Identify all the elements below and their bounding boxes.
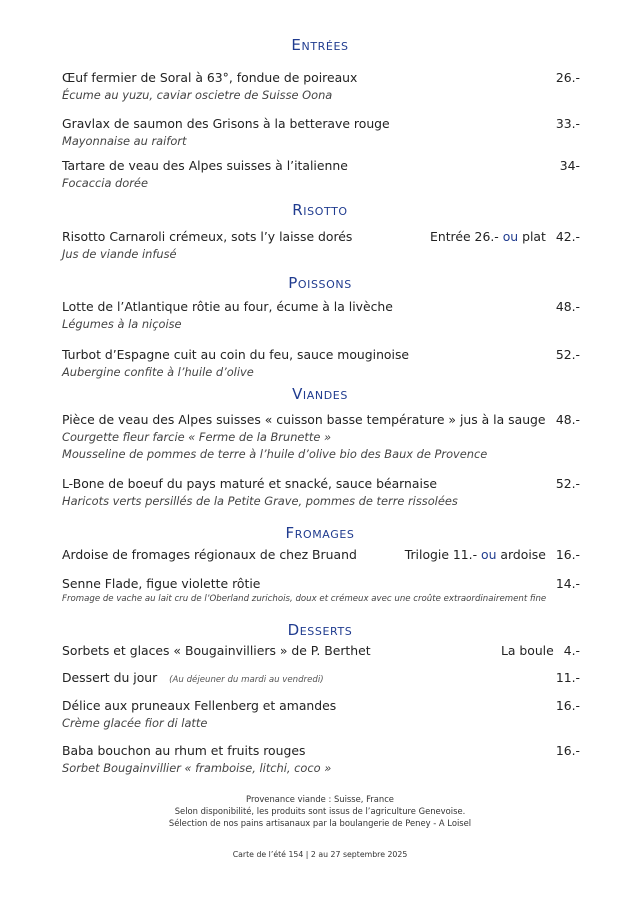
item-name: Dessert du jour (62, 670, 158, 685)
item-description: Focaccia dorée (62, 176, 148, 190)
item-name: L-Bone de boeuf du pays maturé et snacké, sauce béarnaise (62, 476, 438, 491)
section-title-viandes: Viandes (292, 385, 348, 403)
menu-item (62, 158, 580, 190)
item-description: Écume au yuzu, caviar oscietre de Suisse Oona (62, 88, 333, 102)
menu-item (62, 229, 580, 261)
item-price: 34- (559, 158, 580, 173)
section-title-entrees: Entrées (291, 36, 349, 54)
item-description: Aubergine confite à l’huile d’olive (62, 365, 254, 379)
option-plat: plat (522, 229, 546, 244)
item-options (430, 229, 580, 244)
menu-item (62, 743, 580, 775)
option-ardoise: ardoise (500, 547, 546, 562)
item-name: Œuf fermier de Soral à 63°, fondue de poireaux (62, 70, 358, 85)
item-description: Haricots verts persillés de la Petite Grave, pommes de terre rissolées (62, 494, 458, 508)
item-description-2: Mousseline de pommes de terre à l’huile d’olive bio des Baux de Provence (62, 447, 488, 461)
item-name: Délice aux pruneaux Fellenberg et amandes (62, 698, 337, 713)
item-price: 4.- (563, 643, 580, 658)
option-trilogie: Trilogie 11.- (404, 547, 478, 562)
item-description: Courgette fleur farcie « Ferme de la Brunette » (62, 430, 332, 444)
item-description: Mayonnaise au raifort (62, 134, 187, 148)
footer-carte-edition: Carte de l’été 154 | 2 au 27 septembre 2025 (232, 850, 408, 859)
item-price: 16.- (555, 698, 580, 713)
menu-item (62, 643, 580, 658)
item-price: 16.- (555, 743, 580, 758)
menu-item (62, 576, 580, 604)
menu-item (62, 70, 580, 102)
item-price: 42.- (555, 229, 580, 244)
item-name: Lotte de l’Atlantique rôtie au four, écume à la livèche (62, 299, 393, 314)
menu-item (62, 412, 580, 461)
footer-provenance: Provenance viande : Suisse, France (246, 794, 394, 804)
menu-item (62, 547, 580, 562)
item-name: Risotto Carnaroli crémeux, sots l’y laisse dorés (62, 229, 353, 244)
item-price: 14.- (555, 576, 580, 591)
item-description: Sorbet Bougainvillier « framboise, litchi, coco » (62, 761, 332, 775)
item-price: 11.- (555, 670, 580, 685)
item-description: Fromage de vache au lait cru de l’Oberland zurichois, doux et crémeux avec une croûte extraordinairement fine (62, 594, 547, 604)
item-description: Légumes à la niçoise (62, 317, 182, 331)
option-separator: ou (481, 547, 497, 562)
item-name: Sorbets et glaces « Bougainvilliers » de P. Berthet (62, 643, 371, 658)
option-entree: Entrée 26.- (430, 229, 499, 244)
item-name: Senne Flade, figue violette rôtie (62, 576, 261, 591)
footer-origin-note: Selon disponibilité, les produits sont issus de l’agriculture Genevoise. (174, 806, 466, 816)
menu-item (62, 116, 580, 148)
item-price: 48.- (555, 412, 580, 427)
item-name: Gravlax de saumon des Grisons à la betterave rouge (62, 116, 390, 131)
menu-item (62, 670, 580, 685)
item-name-with-note (62, 670, 324, 685)
item-price: 48.- (555, 299, 580, 314)
item-options (501, 643, 580, 658)
option-separator: ou (502, 229, 519, 244)
item-description: Crème glacée fior di latte (62, 716, 208, 730)
menu-item (62, 476, 580, 508)
item-name: Baba bouchon au rhum et fruits rouges (62, 743, 306, 758)
item-price: 52.- (555, 347, 580, 362)
item-description: Jus de viande infusé (62, 247, 177, 261)
section-title-poissons: Poissons (288, 274, 352, 292)
item-price: 26.- (555, 70, 580, 85)
item-options (405, 547, 580, 562)
item-price: 52.- (555, 476, 580, 491)
item-name: Turbot d’Espagne cuit au coin du feu, sauce mouginoise (62, 347, 410, 362)
section-title-risotto: Risotto (292, 201, 348, 219)
item-name: Pièce de veau des Alpes suisses « cuisson basse température » jus à la sauge (62, 412, 546, 427)
menu-item (62, 299, 580, 331)
menu-item (62, 698, 580, 730)
item-note: (Au déjeuner du mardi au vendredi) (169, 675, 324, 685)
item-price: 33.- (555, 116, 580, 131)
item-name: Tartare de veau des Alpes suisses à l’italienne (62, 158, 348, 173)
footer-bread-note: Sélection de nos pains artisanaux par la boulangerie de Peney - A Loisel (168, 818, 472, 828)
option-la-boule: La boule (500, 643, 554, 658)
section-title-fromages: Fromages (285, 524, 355, 542)
section-title-desserts: Desserts (287, 621, 353, 639)
item-price: 16.- (555, 547, 580, 562)
menu-item (62, 347, 580, 379)
item-name: Ardoise de fromages régionaux de chez Bruand (62, 547, 357, 562)
